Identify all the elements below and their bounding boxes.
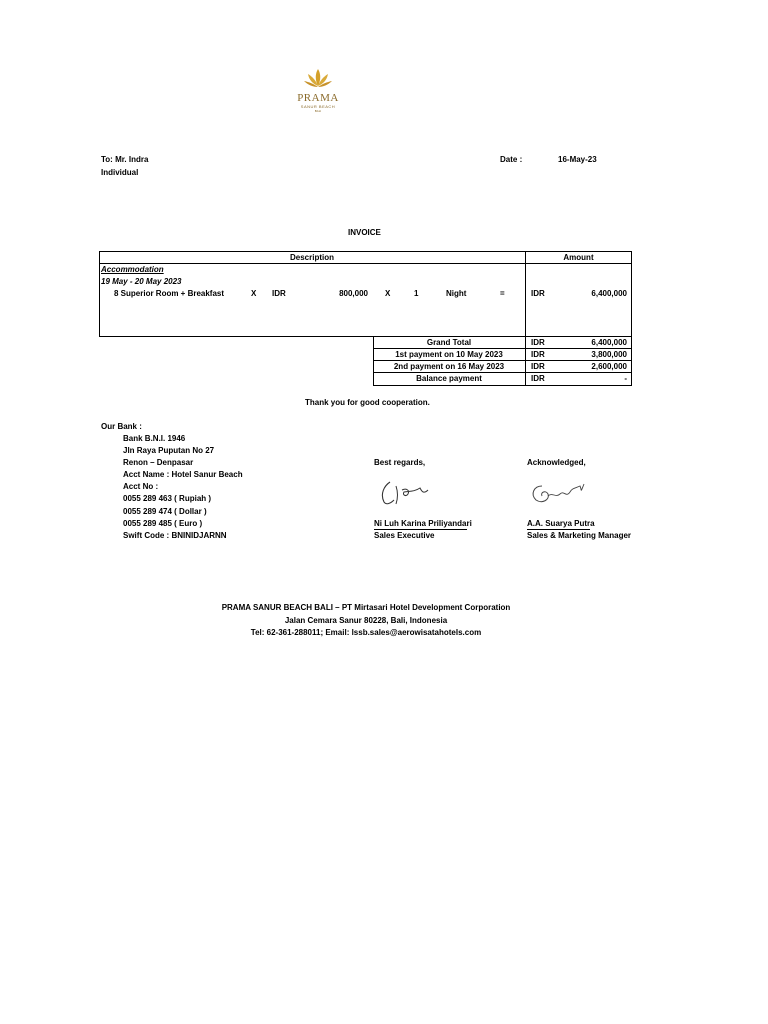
best-regards: Best regards, <box>374 458 426 467</box>
totals-currency: IDR <box>531 350 545 359</box>
recipient-type: Individual <box>101 168 139 177</box>
logo-subtitle: SANUR BEACH <box>300 104 336 109</box>
amount-currency: IDR <box>531 289 545 298</box>
item-description: 8 Superior Room + Breakfast <box>114 289 225 298</box>
date-label: Date : <box>500 155 523 164</box>
quantity: 1 <box>414 289 419 298</box>
equals-sign: = <box>500 289 505 298</box>
bank-line: 0055 289 485 ( Euro ) <box>123 519 203 528</box>
totals-currency: IDR <box>531 374 545 383</box>
bank-line: Bank B.N.I. 1946 <box>123 434 186 443</box>
signature-image <box>528 478 586 508</box>
signature-image <box>376 478 432 508</box>
totals-value: 2,600,000 <box>591 362 627 371</box>
signer-title: Sales Executive <box>374 531 435 540</box>
multiply-sign: X <box>385 289 391 298</box>
rate-value: 800,000 <box>339 289 368 298</box>
totals-value: 3,800,000 <box>591 350 627 359</box>
totals-value: - <box>624 374 627 383</box>
invoice-title: INVOICE <box>348 228 381 237</box>
logo-location: BALI <box>314 109 322 113</box>
bank-line: Acct No : <box>123 482 159 491</box>
totals-label: 2nd payment on 16 May 2023 <box>393 362 505 371</box>
amount-value: 6,400,000 <box>591 289 627 298</box>
totals-value: 6,400,000 <box>591 338 627 347</box>
section-label: Accommodation <box>101 265 164 274</box>
totals-divider <box>373 372 632 373</box>
signature-underline <box>374 529 467 530</box>
bank-line: Swift Code : BNINIDJARNN <box>123 531 227 540</box>
logo-name: PRAMA <box>297 92 339 104</box>
footer-address: Jalan Cemara Sanur 80228, Bali, Indonesia <box>284 616 448 625</box>
signature-underline <box>527 529 590 530</box>
bank-line: Jln Raya Puputan No 27 <box>123 446 215 455</box>
signer-name: Ni Luh Karina Priliyandari <box>374 519 472 528</box>
description-header: Description <box>289 253 334 262</box>
amount-header: Amount <box>563 253 594 262</box>
stay-period: 19 May - 20 May 2023 <box>101 277 182 286</box>
bank-line: Acct Name : Hotel Sanur Beach <box>123 470 243 479</box>
multiply-sign: X <box>251 289 257 298</box>
totals-currency: IDR <box>531 338 545 347</box>
totals-label: Grand Total <box>426 338 472 347</box>
footer-contact: Tel: 62-361-288011; Email: lssb.sales@aerowisatahotels.com <box>250 628 482 637</box>
totals-label: Balance payment <box>416 374 482 383</box>
bank-line: Renon – Denpasar <box>123 458 194 467</box>
approver-title: Sales & Marketing Manager <box>527 531 632 540</box>
recipient: To: Mr. Indra <box>101 155 149 164</box>
table-header-divider <box>99 263 632 264</box>
footer-company: PRAMA SANUR BEACH BALI – PT Mirtasari Hotel Development Corporation <box>221 603 511 612</box>
thanks-note: Thank you for good cooperation. <box>305 398 430 407</box>
bank-line: 0055 289 474 ( Dollar ) <box>123 507 207 516</box>
totals-divider <box>373 360 632 361</box>
bank-line: 0055 289 463 ( Rupiah ) <box>123 494 212 503</box>
totals-divider <box>373 348 632 349</box>
totals-label: 1st payment on 10 May 2023 <box>395 350 503 359</box>
unit: Night <box>446 289 467 298</box>
hotel-logo <box>288 68 348 113</box>
approver-name: A.A. Suarya Putra <box>527 519 595 528</box>
bank-heading: Our Bank : <box>101 422 142 431</box>
totals-currency: IDR <box>531 362 545 371</box>
acknowledged: Acknowledged, <box>527 458 586 467</box>
rate-currency: IDR <box>272 289 286 298</box>
lotus-icon <box>303 68 333 90</box>
date-value: 16-May-23 <box>558 155 597 164</box>
